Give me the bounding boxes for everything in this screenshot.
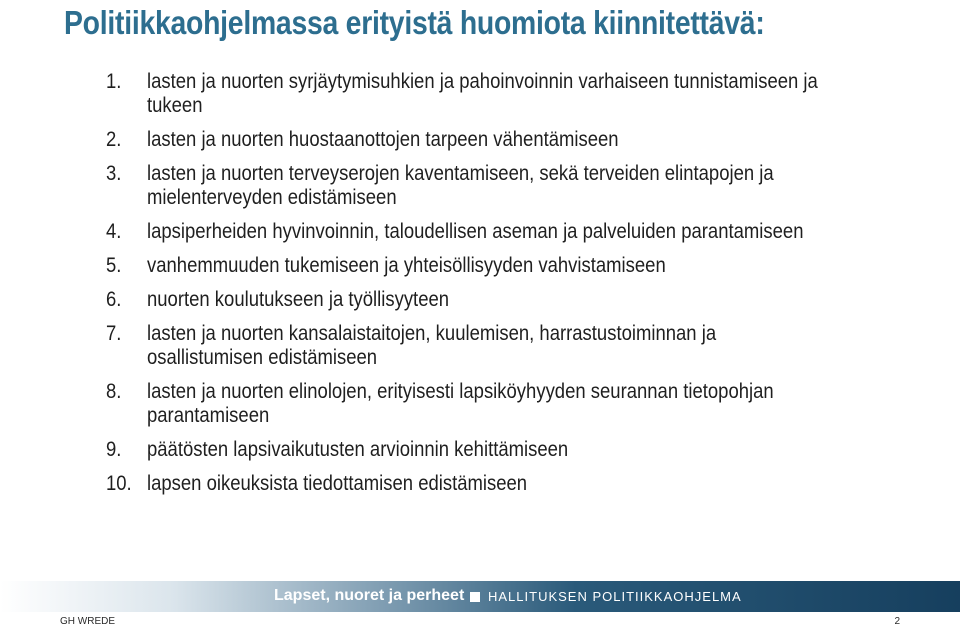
list-item — [106, 288, 936, 312]
list-item — [106, 162, 936, 210]
list-item-text: lasten ja nuorten huostaanottojen tarpeen vähentämiseen — [147, 128, 619, 151]
list-item — [106, 472, 936, 496]
list-item-number: 5. — [106, 254, 122, 277]
list-item — [106, 128, 936, 152]
list-item-number: 8. — [106, 380, 122, 403]
list-item-text: lasten ja nuorten syrjäytymisuhkien ja pahoinvoinnin varhaiseen tunnistamiseen ja tukeen — [147, 70, 818, 117]
list-item — [106, 254, 936, 278]
list-item-number: 1. — [106, 70, 122, 93]
list-item-text: päätösten lapsivaikutusten arvioinnin kehittämiseen — [147, 438, 569, 461]
banner-subtitle: HALLITUKSEN POLITIIKKAOHJELMA — [488, 589, 742, 604]
list-item-text: lasten ja nuorten elinolojen, erityisesti lapsiköyhyyden seurannan tietopohjan parantamiseen — [147, 380, 774, 427]
priority-list — [106, 70, 936, 506]
program-banner — [0, 581, 960, 612]
list-item — [106, 322, 936, 370]
page-number: 2 — [894, 616, 900, 627]
list-item-number: 9. — [106, 438, 122, 461]
list-item-number: 3. — [106, 162, 122, 185]
list-item — [106, 380, 936, 428]
list-item-number: 7. — [106, 322, 122, 345]
footer-author: GH WREDE — [60, 616, 115, 627]
slide-title: Politiikkaohjelmassa erityistä huomiota kiinnitettävä: — [64, 4, 765, 41]
list-item-text: nuorten koulutukseen ja työllisyyteen — [147, 288, 450, 311]
list-item-number: 2. — [106, 128, 122, 151]
list-item-number: 10. — [106, 472, 132, 495]
list-item — [106, 438, 936, 462]
list-item — [106, 220, 936, 244]
list-item-number: 4. — [106, 220, 122, 243]
list-item-number: 6. — [106, 288, 122, 311]
list-item-text: vanhemmuuden tukemiseen ja yhteisöllisyyden vahvistamiseen — [147, 254, 666, 277]
banner-title: Lapset, nuoret ja perheet — [274, 587, 465, 604]
list-item-text: lasten ja nuorten terveyserojen kaventamiseen, sekä terveiden elintapojen ja mielenterveyden edistämiseen — [147, 162, 774, 209]
list-item — [106, 70, 936, 118]
list-item-text: lapsen oikeuksista tiedottamisen edistämiseen — [147, 472, 528, 495]
square-bullet-icon — [470, 592, 480, 602]
list-item-text: lasten ja nuorten kansalaistaitojen, kuulemisen, harrastustoiminnan ja osallistumisen edistämiseen — [147, 322, 717, 369]
list-item-text: lapsiperheiden hyvinvoinnin, taloudellisen aseman ja palveluiden parantamiseen — [147, 220, 804, 243]
